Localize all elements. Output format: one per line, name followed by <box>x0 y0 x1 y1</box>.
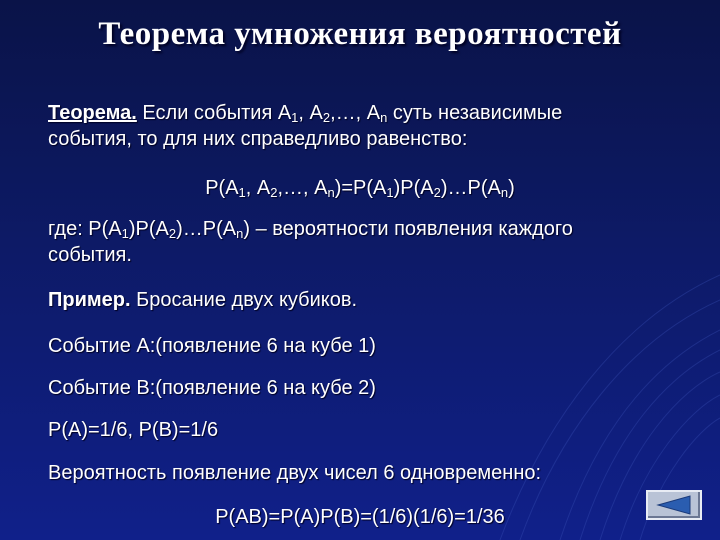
left-arrow-icon <box>656 495 692 515</box>
subscript: 1 <box>386 185 394 200</box>
formula-text: ) <box>508 177 515 199</box>
where-text: ) – вероятности появления каждого <box>243 218 573 240</box>
theorem-label: Теорема. <box>48 102 137 124</box>
theorem-text: события, то для них справедливо равенство: <box>48 128 468 150</box>
where-text: где: Р(А <box>48 218 122 240</box>
subscript: n <box>327 185 335 200</box>
where-text: )…Р(А <box>176 218 237 240</box>
back-button[interactable] <box>646 490 702 520</box>
where-text: события. <box>48 244 132 266</box>
event-a-line: Событие А:(появление 6 на кубе 1) <box>48 335 376 357</box>
theorem-text: суть независимые <box>387 102 563 124</box>
where-paragraph <box>48 216 698 268</box>
formula-text: )Р(А <box>393 177 434 199</box>
formula-text: , А <box>245 177 271 199</box>
formula-text: ,…, А <box>277 177 328 199</box>
theorem-text: ,…, А <box>330 102 381 124</box>
subscript: 2 <box>322 110 331 125</box>
subscript: 2 <box>270 185 278 200</box>
formula-text: )…Р(А <box>440 177 501 199</box>
example-text: Бросание двух кубиков. <box>130 289 358 311</box>
theorem-text: Если события А <box>136 102 292 124</box>
subscript: 2 <box>433 185 441 200</box>
slide-title: Теорема умножения вероятностей <box>98 16 622 52</box>
theorem-paragraph <box>48 100 698 152</box>
subscript: n <box>380 110 388 125</box>
subscript: n <box>500 185 509 200</box>
theorem-text: , А <box>298 102 323 124</box>
main-formula <box>0 175 720 201</box>
formula-text: )=Р(А <box>334 177 387 199</box>
simultaneous-line: Вероятность появление двух чисел 6 одновременно: <box>48 462 542 484</box>
subscript: 1 <box>291 110 299 125</box>
event-b-line: Событие В:(появление 6 на кубе 2) <box>48 377 376 399</box>
example-label: Пример. <box>48 289 131 311</box>
formula-text: Р(А <box>205 177 239 199</box>
example-line <box>48 287 698 313</box>
subscript: 1 <box>238 185 246 200</box>
subscript: n <box>236 226 244 241</box>
probabilities-line: Р(А)=1/6, Р(В)=1/6 <box>48 419 219 441</box>
subscript: 1 <box>121 226 129 241</box>
where-text: )Р(А <box>128 218 169 240</box>
result-formula: Р(АВ)=Р(А)Р(В)=(1/6)(1/6)=1/36 <box>215 506 505 528</box>
subscript: 2 <box>168 226 177 241</box>
